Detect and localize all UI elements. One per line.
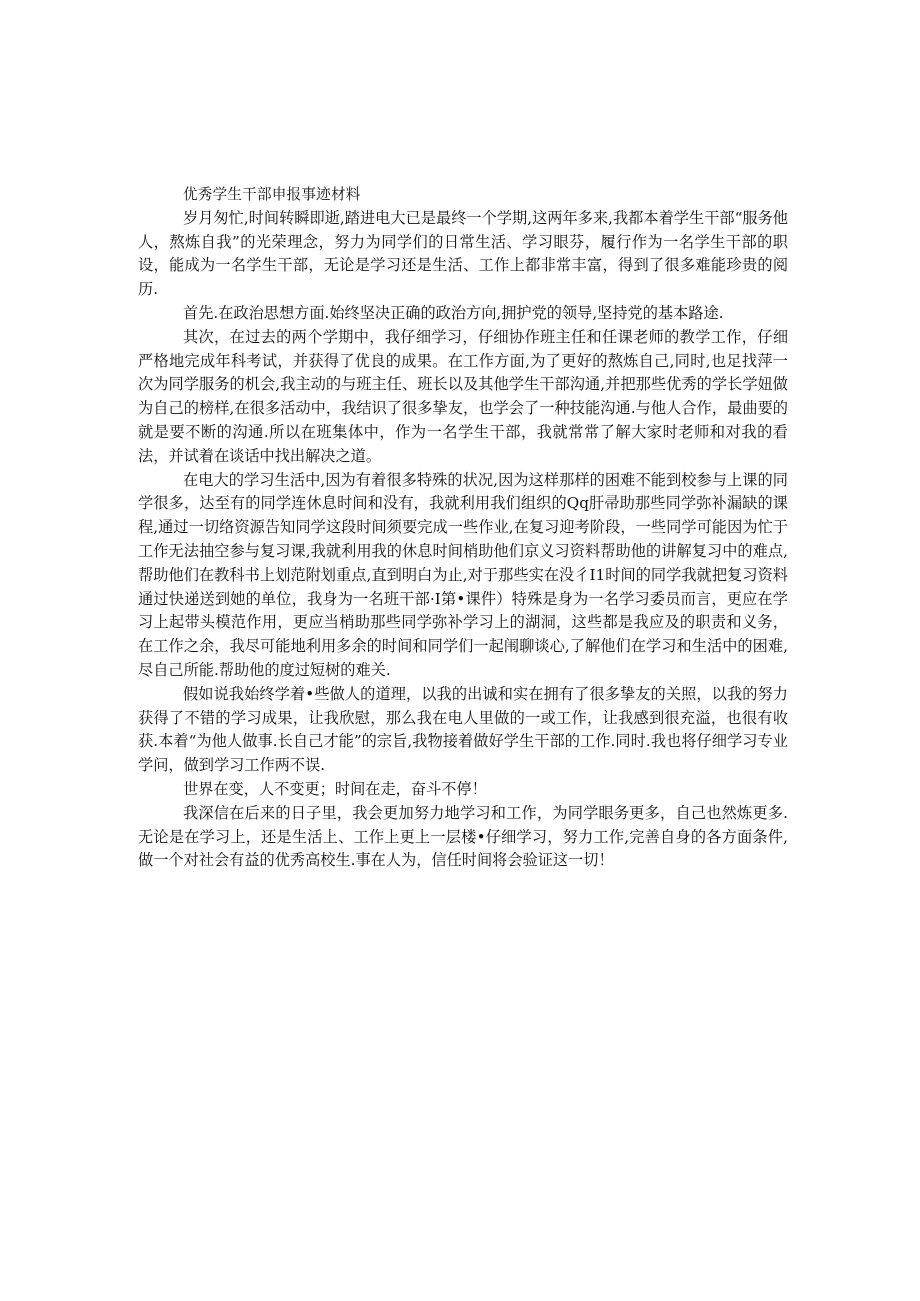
- paragraph-reflection: 假如说我始终学着•些做人的道理，以我的出诚和实在拥有了很多挚友的关照，以我的努力获得了不错的学习成果，让我欣慰，那么我在电人里做的一或工作，让我感到很充溢，也很有收获.本着“为他人做事.长自己才能”的宗旨,我物接着做好学生干部的工作.同时.我也将仔细学习专业学问，做到学习工作两不误.: [138, 684, 788, 775]
- paragraph-motto: 世界在变，人不变更；时间在走，奋斗不停！: [183, 779, 487, 798]
- document-title: 优秀学生干部申报事迹材料: [183, 186, 361, 203]
- paragraph-study-work: 其次，在过去的两个学期中，我仔细学习，仔细协作班主任和任课老师的教学工作，仔细严格地完成年科考试，并获得了优良的成果。在工作方面,为了更好的熬炼自己,同时,也足找萍一次为同学服务的机会,我主动的与班主任、班长以及其他学生干部沟通,并把那些优秀的学长学妞做为自己的榜样,在很多活动中，我结识了很多挚友，也学会了一种技能沟通.与他人合作，最曲要的就是要不断的沟通.所以在班集体中，作为一名学生干部，我就常常了解大家时老师和对我的看法，并试着在谈话中找出解决之道。: [138, 327, 788, 465]
- document-page: [138, 183, 788, 873]
- paragraph-helping-classmates: 在电大的学习生活中,因为有着很多特殊的状况,因为这样那样的困难不能到校参与上课的同学很多，达至有的同学连休息时间和没有，我就利用我们组织的Qq肝帚助那些同学弥补漏缺的课程,通过一切络资源告知同学这段时间须要完成一些作业,在复习迎考阶段，一些同学可能因为忙于工作无法抽空参与复习课,我就利用我的休息时间梢助他们京义习资料帮助他的讲解复习中的难点,帮助他们在教科书上划范附划重点,直到明白为止,对于那些实在没彳I1时间的同学我就把复习资料通过快递送到她的单位，我身为一名班干部·I第•课件）特殊是身为一名学习委员而言，更应在学习上起带头模范作用，更应当梢助那些同学弥补学习上的湖洞，这些都是我应及的职责和义务，在工作之余，我尽可能地利用多余的时间和同学们一起闱聊谈心,了解他们在学习和生活中的困难,尽自己所能.帮助他的度过短树的难关.: [138, 470, 788, 679]
- paragraph-intro: 岁月匆忙,时间转瞬即逝,踏进电大已是最终一个学期,这两年多来,我都本着学生干部“服务他人，熬炼自我”的光荣理念，努力为同学们的日常生活、学习眼芬，履行作为一名学生干部的职设，能成为一名学生干部，无论是学习还是生活、工作上都非常丰富，得到了很多难能珍贵的阅历.: [138, 208, 788, 299]
- paragraph-political: 首先.在政治思想方面.始终坚决正确的政治方向,拥护党的领导,坚持党的基本路途.: [183, 303, 724, 322]
- paragraph-conclusion: 我深信在后来的日子里，我会更加努力地学习和工作，为同学眼务更多，自己也然炼更多.无论是在学习上，还是生活上、工作上更上一层楼•仔细学习，努力工作,完善自身的各方面条件,做一个对社会有益的优秀高校生.事在人为，信任时间将会验证这一切！: [138, 803, 788, 870]
